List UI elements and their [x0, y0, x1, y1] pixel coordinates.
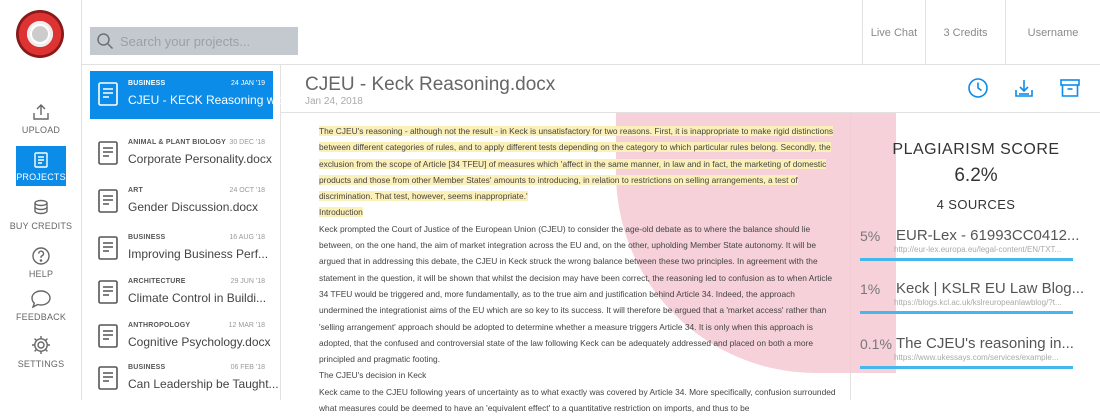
project-item[interactable]	[90, 269, 273, 317]
project-category: ARCHITECTURE	[128, 278, 186, 285]
project-title: CJEU - KECK Reasoning with...	[128, 93, 299, 107]
document-icon	[96, 323, 120, 349]
paragraph: Keck came to the CJEU following years of uncertainty as to what exactly was covered by Article 34. More specifically, confusion surrounded what measures could be deemed to have an 'equivalent effect' to a quantitative restriction on imports, and thus to be	[319, 386, 836, 414]
sources-count: 4 SOURCES	[936, 197, 1016, 212]
live-chat-link[interactable]: Live Chat	[862, 0, 925, 65]
nav-upload[interactable]	[0, 102, 82, 135]
top-bar	[82, 0, 1100, 65]
document-header	[281, 65, 1100, 113]
project-date: 30 DEC '18	[229, 139, 265, 146]
archive-icon[interactable]	[1059, 77, 1081, 99]
document-icon	[96, 188, 120, 214]
plagiarism-score-value: 6.2%	[954, 165, 998, 186]
source-title: The CJEU's reasoning in...	[896, 335, 1074, 352]
nav-feedback[interactable]	[0, 289, 82, 322]
project-date: 06 FEB '18	[230, 364, 265, 371]
source-bar	[860, 258, 1073, 261]
history-clock-icon[interactable]	[967, 77, 989, 99]
help-icon	[31, 246, 51, 266]
projects-icon	[32, 151, 50, 169]
nav-feedback-label: FEEDBACK	[15, 312, 67, 322]
plagiarism-score-title: PLAGIARISM SCORE	[892, 141, 1060, 158]
chat-bubble-icon	[30, 289, 52, 309]
source-title: EUR-Lex - 61993CC0412...	[896, 227, 1080, 244]
project-item[interactable]	[90, 71, 299, 119]
gear-icon	[30, 334, 52, 356]
document-text	[319, 123, 839, 416]
project-title: Can Leadership be Taught...	[128, 377, 279, 391]
source-bar	[860, 311, 1073, 314]
download-icon[interactable]	[1013, 77, 1035, 99]
document-icon	[96, 279, 120, 305]
project-category: BUSINESS	[128, 234, 166, 241]
project-title: Improving Business Perf...	[128, 247, 269, 261]
project-item[interactable]	[90, 178, 273, 226]
logo[interactable]	[16, 10, 64, 58]
project-item[interactable]	[90, 355, 279, 403]
project-category: BUSINESS	[128, 80, 166, 87]
intro-heading: Introduction	[319, 207, 363, 218]
project-title: Corporate Personality.docx	[128, 152, 272, 166]
nav-help-label: HELP	[28, 269, 54, 279]
credits-link[interactable]: 3 Credits	[925, 0, 1005, 65]
source-url[interactable]: https://www.ukessays.com/services/example...	[894, 353, 1059, 362]
highlighted-passage[interactable]: The CJEU's reasoning - although not the result - in Keck is unsatisfactory for two reasons. First, it is inappropriate to make rigid distinctions between different categories of rules, and to apply different tests depending on the category to which particular rules belong. Secondly, the exclusion from the scope of Article [34 TFEU] of measures which 'affect in the same manner, in law and in fact, the marketing of domestic products and those from other Member States' amounts to introducing, in relation to restrictions on selling arrangements, a test of discrimination. That test, however, seems inappropriate.'	[319, 126, 834, 202]
project-title: Cognitive Psychology.docx	[128, 335, 271, 349]
paragraph: Keck prompted the Court of Justice of the European Union (CJEU) to consider the age-old debate as to where the balance should lie between, on the one hand, the aim of market integration across the EU and, on the other, upholding Member State autonomy. It will be argued that in addressing this debate, the CJEU in Keck struck the wrong balance between these two principles. In agreement with the statement in the question, it will be shown that whilst the decision may have been correct, the reasoning led to confusion as to when Article 34 TFEU would be triggered and, more fundamentally, as to the true aim and justification behind Article 34. Indeed, the approach undermined the integrationist aims of the EU which are so key to its success. It will therefore be argued that a 'market access' rather than 'selling arrangement' approach should be adopted to determine whether a measure triggers Article 34. It is only when this approach is adopted, that the confused and controversial state of the law following Keck can be adequately addressed and placed on both a more principled and pragmatic footing.	[319, 223, 833, 365]
section-heading: The CJEU's decision in Keck	[319, 370, 427, 381]
document-icon	[96, 365, 120, 391]
nav-projects-label: PROJECTS	[16, 172, 66, 182]
nav-upload-label: UPLOAD	[21, 125, 61, 135]
document-icon	[96, 235, 120, 261]
project-category: BUSINESS	[128, 364, 166, 371]
nav-settings[interactable]	[0, 334, 82, 369]
nav-settings-label: SETTINGS	[17, 359, 65, 369]
search-placeholder: Search your projects...	[120, 33, 251, 49]
search-icon	[96, 32, 114, 50]
nav-buy-credits[interactable]	[0, 198, 82, 231]
project-date: 29 JUN '18	[230, 278, 265, 285]
project-date: 24 OCT '18	[229, 187, 265, 194]
project-title: Climate Control in Buildi...	[128, 291, 267, 305]
document-title: CJEU - Keck Reasoning.docx	[305, 74, 556, 95]
project-list	[82, 65, 299, 400]
nav-rail	[0, 0, 82, 400]
project-category: ANIMAL & PLANT BIOLOGY	[128, 139, 226, 146]
project-date: 12 MAR '18	[228, 322, 265, 329]
document-date: Jan 24, 2018	[305, 96, 363, 107]
document-body[interactable]	[281, 113, 851, 414]
project-item[interactable]	[90, 313, 273, 361]
project-date: 16 AUG '18	[229, 234, 265, 241]
project-item[interactable]	[90, 225, 273, 273]
source-url[interactable]: http://eur-lex.europa.eu/legal-content/EN/TXT...	[894, 245, 1062, 254]
source-title: Keck | KSLR EU Law Blog...	[896, 280, 1085, 297]
coins-icon	[31, 198, 51, 218]
nav-projects[interactable]	[16, 146, 66, 186]
source-bar	[860, 366, 1073, 369]
document-icon	[96, 81, 120, 107]
project-item[interactable]	[90, 130, 273, 178]
username-link[interactable]: Username	[1005, 0, 1100, 65]
source-url[interactable]: https://blogs.kcl.ac.uk/kslreuropeanlawblog/?t...	[894, 298, 1062, 307]
upload-icon	[31, 102, 51, 122]
document-icon	[96, 140, 120, 166]
nav-help[interactable]	[0, 246, 82, 279]
project-category: ANTHROPOLOGY	[128, 322, 191, 329]
search-input[interactable]	[90, 27, 298, 55]
plagiarism-panel	[852, 113, 1100, 400]
source-percent: 0.1%	[860, 336, 892, 352]
project-date: 24 JAN '19	[230, 80, 265, 87]
source-percent: 5%	[860, 228, 881, 244]
project-title: Gender Discussion.docx	[128, 200, 259, 214]
source-percent: 1%	[860, 281, 881, 297]
project-category: ART	[128, 187, 143, 194]
nav-buy-credits-label: BUY CREDITS	[9, 221, 73, 231]
